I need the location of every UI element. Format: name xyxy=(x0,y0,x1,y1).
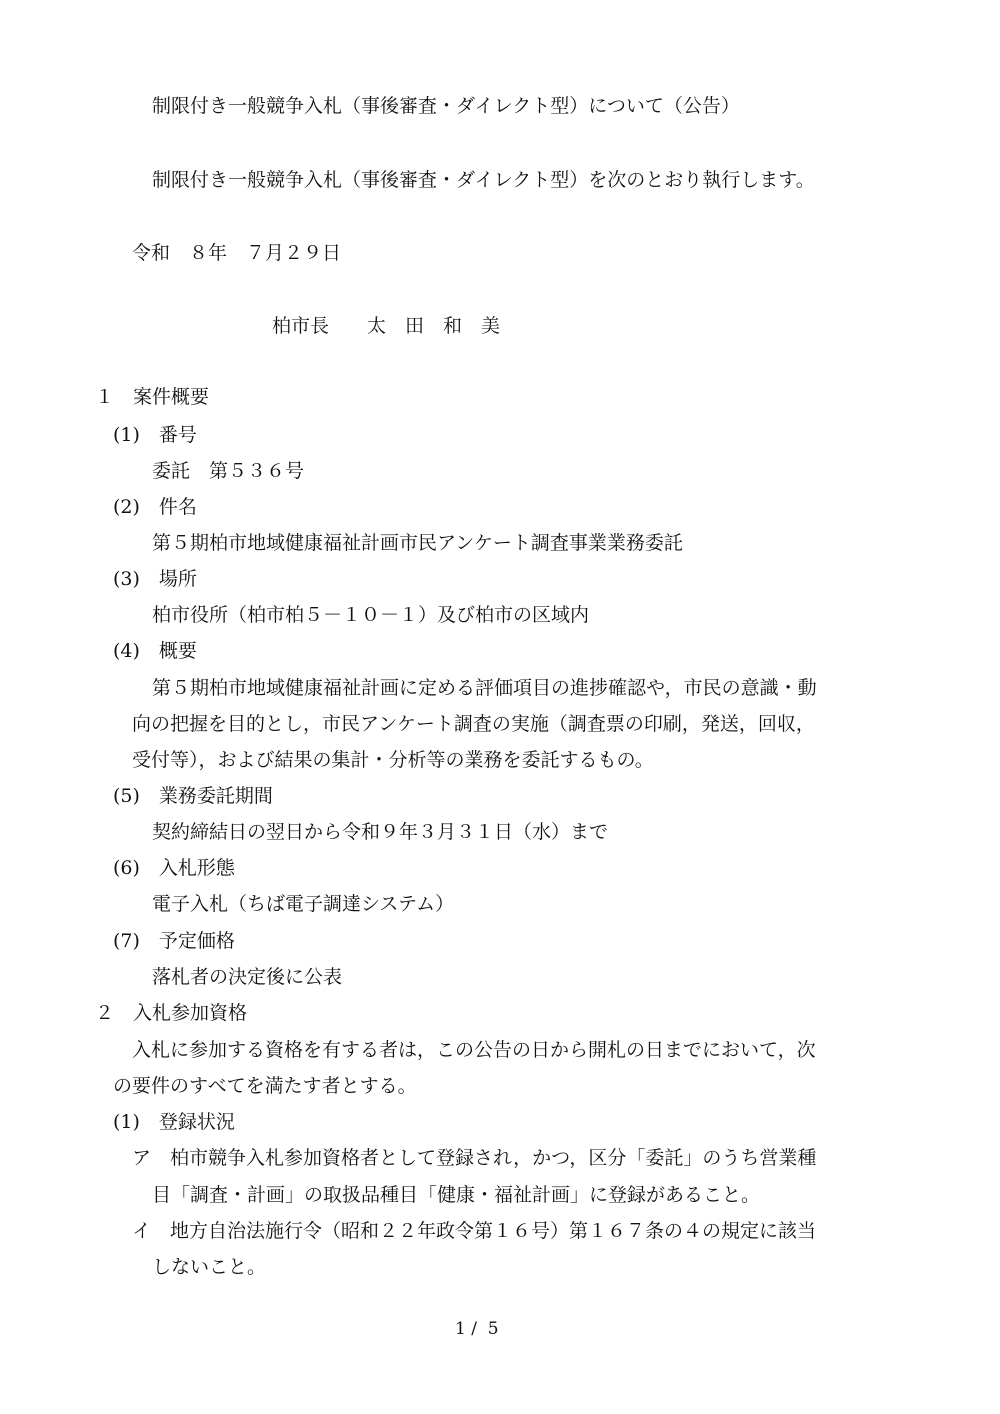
item-text: 第５期柏市地域健康福祉計画市民アンケート調査事業業務委託 xyxy=(152,532,683,554)
notice-issuer: 柏市長 太 田 和 美 xyxy=(272,315,501,337)
item-label: (6) 入札形態 xyxy=(113,857,235,879)
item-text: 向の把握を目的とし，市民アンケート調査の実施（調査票の印刷，発送，回収， xyxy=(132,713,815,735)
item-text: 契約締結日の翌日から令和９年３月３１日（水）まで xyxy=(152,821,609,843)
item-label: (2) 件名 xyxy=(113,496,197,518)
item-text: 柏市役所（柏市柏５－１０－１）及び柏市の区域内 xyxy=(152,604,590,626)
section-heading: ２ 入札参加資格 xyxy=(95,1002,248,1024)
notice-intro: 制限付き一般競争入札（事後審査・ダイレクト型）を次のとおり執行します。 xyxy=(152,169,815,191)
sub-item-text: ア 柏市競争入札参加資格者として登録され，かつ，区分「委託」のうち営業種 xyxy=(132,1147,817,1169)
section-heading: １ 案件概要 xyxy=(95,386,210,408)
item-label: (5) 業務委託期間 xyxy=(113,785,273,807)
page-number: 1 / 5 xyxy=(455,1319,499,1339)
paragraph-line: 入札に参加する資格を有する者は，この公告の日から開札の日までにおいて，次 xyxy=(132,1039,816,1061)
item-text: 落札者の決定後に公表 xyxy=(152,966,343,988)
notice-date: 令和 ８年 ７月２９日 xyxy=(132,242,342,264)
item-text: 電子入札（ちば電子調達システム） xyxy=(152,893,455,915)
notice-title: 制限付き一般競争入札（事後審査・ダイレクト型）について（公告） xyxy=(152,95,740,117)
sub-item-text: 目「調査・計画」の取扱品種目「健康・福祉計画」に登録があること。 xyxy=(152,1184,761,1206)
item-text: 委託 第５３６号 xyxy=(152,460,305,482)
sub-item-text: しないこと。 xyxy=(152,1256,267,1278)
item-label: (1) 番号 xyxy=(113,424,197,446)
sub-item-text: イ 地方自治法施行令（昭和２２年政令第１６号）第１６７条の４の規定に該当 xyxy=(132,1220,817,1242)
item-text: 第５期柏市地域健康福祉計画に定める評価項目の進捗確認や，市民の意識・動 xyxy=(152,677,817,699)
item-label: (7) 予定価格 xyxy=(113,930,235,952)
item-label: (3) 場所 xyxy=(113,568,197,590)
item-text: 受付等），および結果の集計・分析等の業務を委託するもの。 xyxy=(132,749,654,771)
item-label: (4) 概要 xyxy=(113,640,197,662)
paragraph-line: の要件のすべてを満たす者とする。 xyxy=(113,1075,417,1097)
item-label: (1) 登録状況 xyxy=(113,1111,235,1133)
